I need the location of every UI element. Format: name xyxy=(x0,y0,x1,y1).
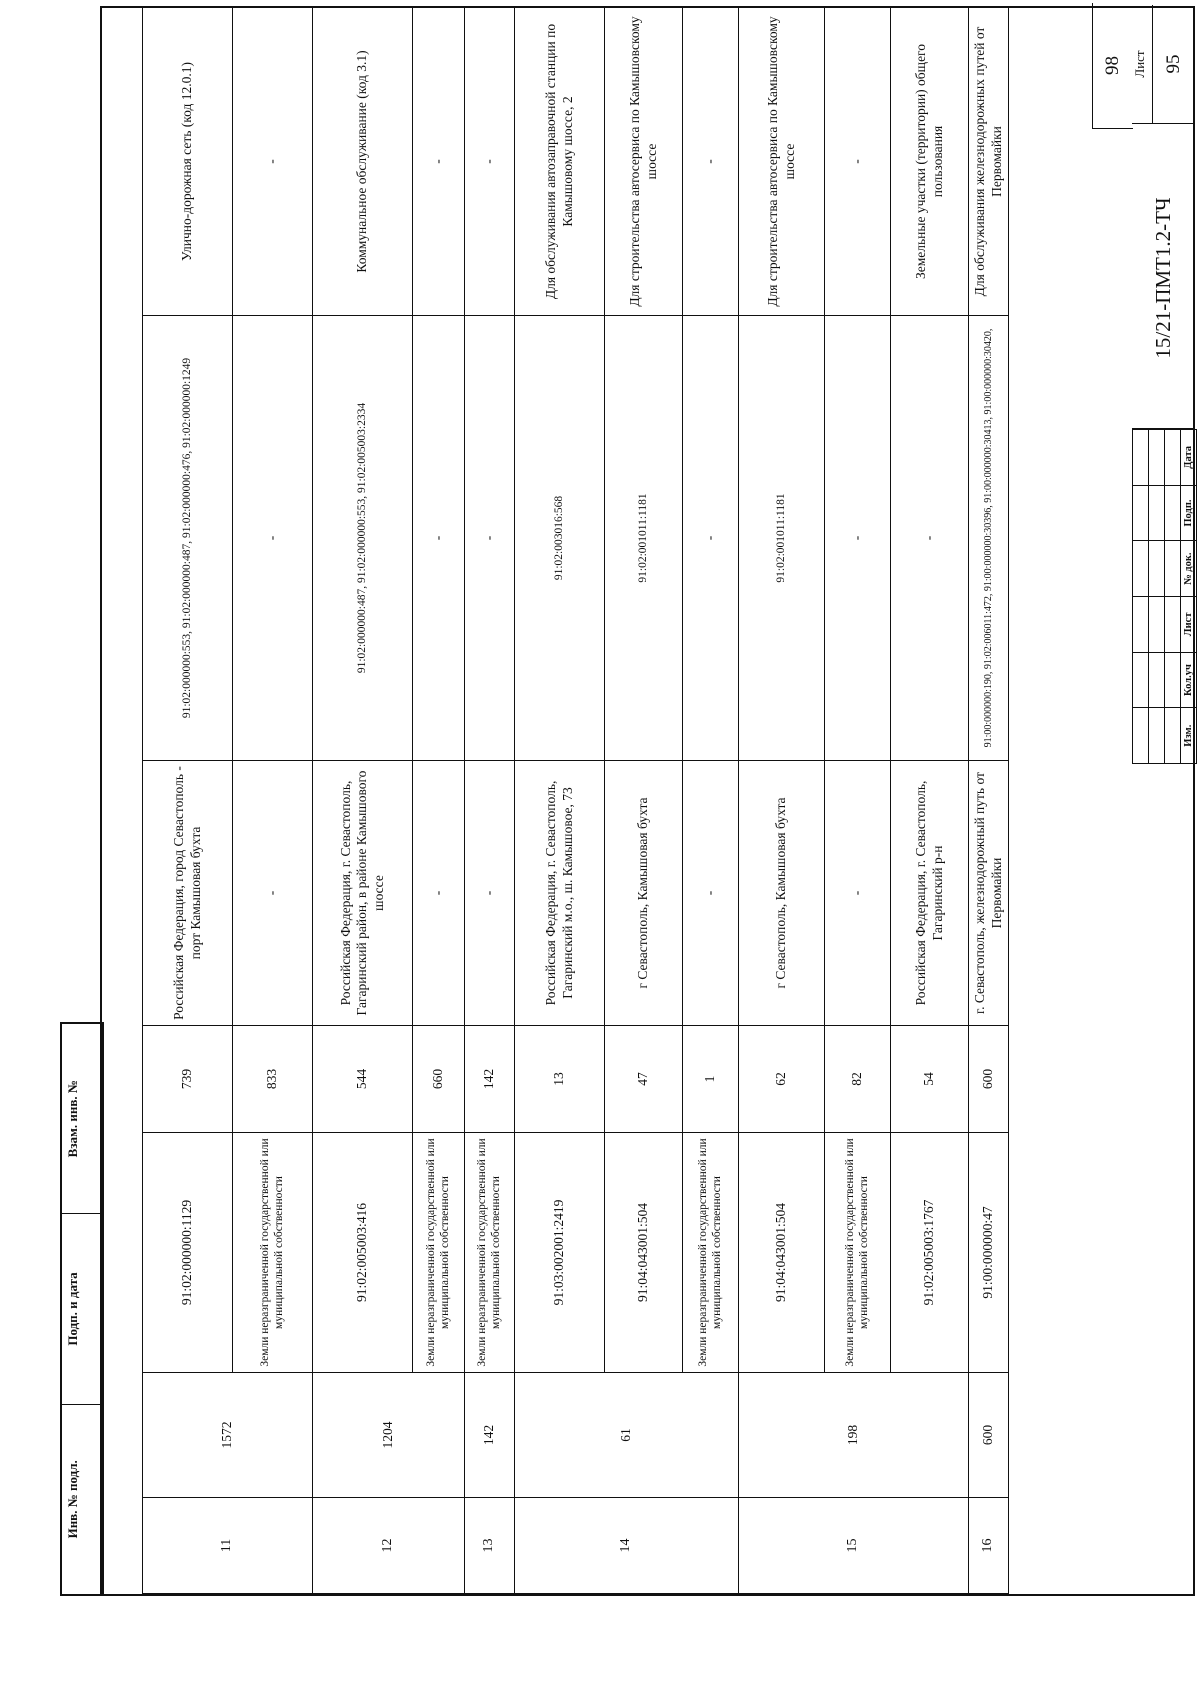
table-row xyxy=(143,8,233,1594)
label-list: Лист xyxy=(1181,597,1197,653)
cell-cadastral: Земли неразграниченной государственной или муниципальной собственности xyxy=(683,1133,739,1373)
cell-cadastral: Земли неразграниченной государственной или муниципальной собственности xyxy=(825,1133,891,1373)
label-doc-no: № док. xyxy=(1181,541,1197,597)
cell-area: 13 xyxy=(515,1026,605,1133)
document-frame xyxy=(100,6,1195,1596)
cell-area-total: 142 xyxy=(465,1373,515,1498)
cell-address: Российская Федерация, г. Севастополь, Гагаринский район, в районе Камышового шоссе xyxy=(313,761,413,1026)
stamp-sign-date: Подп. и дата xyxy=(62,1213,102,1403)
cell-cadastral: 91:02:005003:416 xyxy=(313,1133,413,1373)
sheet-number: 95 xyxy=(1163,54,1184,74)
cell-address: Российская Федерация, г. Севастополь, Гагаринский м.о., ш. Камышовое, 73 xyxy=(515,761,605,1026)
cell-cadastral: 91:02:000000:1129 xyxy=(143,1133,233,1373)
cell-within: - xyxy=(233,316,313,761)
table-row xyxy=(233,8,313,1594)
table-row xyxy=(891,8,969,1594)
document-code: 15/21-ПМТ1.2-ТЧ xyxy=(1132,128,1195,429)
table-row xyxy=(313,8,413,1594)
cell-within: - xyxy=(825,316,891,761)
stamp-inv-no: Инв. № подл. xyxy=(62,1404,102,1594)
cell-area: 142 xyxy=(465,1026,515,1133)
cell-use: Земельные участки (территории) общего пользования xyxy=(891,8,969,316)
cell-cadastral: Земли неразграниченной государственной или муниципальной собственности xyxy=(413,1133,465,1373)
sheet-label: Лист xyxy=(1132,5,1153,123)
cell-within: 91:02:001011:1181 xyxy=(739,316,825,761)
cell-use: Улично-дорожная сеть (код 12.0.1) xyxy=(143,8,233,316)
cell-area-total: 600 xyxy=(969,1373,1009,1498)
cell-use: - xyxy=(465,8,515,316)
title-block xyxy=(1132,4,1199,764)
cell-cadastral: Земли неразграниченной государственной или муниципальной собственности xyxy=(233,1133,313,1373)
cell-within: - xyxy=(891,316,969,761)
cell-area: 62 xyxy=(739,1026,825,1133)
sheet-box xyxy=(1132,5,1195,124)
cell-address: - xyxy=(233,761,313,1026)
cell-within: 91:02:003016:568 xyxy=(515,316,605,761)
cell-no: 15 xyxy=(739,1498,969,1594)
table-row xyxy=(739,8,825,1594)
cell-use: Коммунальное обслуживание (код 3.1) xyxy=(313,8,413,316)
table-row xyxy=(969,8,1009,1594)
cell-within: 91:02:000000:487, 91:02:000000:553, 91:02:005003:2334 xyxy=(313,316,413,761)
cell-use: Для обслуживания автозаправочной станции по Камышовому шоссе, 2 xyxy=(515,8,605,316)
cell-address: г Севастополь, Камышовая бухта xyxy=(739,761,825,1026)
cell-use: - xyxy=(413,8,465,316)
cell-area: 82 xyxy=(825,1026,891,1133)
cell-within: - xyxy=(413,316,465,761)
cell-area: 1 xyxy=(683,1026,739,1133)
cell-cadastral: Земли неразграниченной государственной или муниципальной собственности xyxy=(465,1133,515,1373)
cell-address: - xyxy=(465,761,515,1026)
land-plots-table xyxy=(142,7,1009,1594)
cell-area: 54 xyxy=(891,1026,969,1133)
cell-no: 11 xyxy=(143,1498,313,1594)
table-row xyxy=(413,8,465,1594)
cell-area-total: 198 xyxy=(739,1373,969,1498)
cell-within: - xyxy=(683,316,739,761)
table-row xyxy=(605,8,683,1594)
cell-use: Для обслуживания железнодорожных путей от Первомайки xyxy=(969,8,1009,316)
cell-address: - xyxy=(413,761,465,1026)
cell-no: 13 xyxy=(465,1498,515,1594)
cell-area-total: 1572 xyxy=(143,1373,313,1498)
stamp-replace-inv: Взам. инв. № xyxy=(65,1080,80,1158)
label-kol-uch: Кол.уч xyxy=(1181,652,1197,708)
cell-address: Российская Федерация, г. Севастополь, Гагаринский р-н xyxy=(891,761,969,1026)
table-row xyxy=(515,8,605,1594)
cell-within: - xyxy=(465,316,515,761)
cell-address: - xyxy=(825,761,891,1026)
cell-use: Для строительства автосервиса по Камышовскому шоссе xyxy=(739,8,825,316)
side-stamp xyxy=(60,1022,104,1596)
label-izm: Изм. xyxy=(1181,708,1197,764)
cell-area: 833 xyxy=(233,1026,313,1133)
cell-cadastral: 91:04:043001:504 xyxy=(739,1133,825,1373)
cell-cadastral: 91:00:000000:47 xyxy=(969,1133,1009,1373)
table-row xyxy=(683,8,739,1594)
label-sign: Подп. xyxy=(1181,485,1197,541)
cell-no: 16 xyxy=(969,1498,1009,1594)
cell-address: г Севастополь, Камышовая бухта xyxy=(605,761,683,1026)
cell-no: 14 xyxy=(515,1498,739,1594)
cell-cadastral: 91:04:043001:504 xyxy=(605,1133,683,1373)
cell-area: 660 xyxy=(413,1026,465,1133)
cell-area: 544 xyxy=(313,1026,413,1133)
cell-area: 47 xyxy=(605,1026,683,1133)
revision-grid xyxy=(1132,429,1197,764)
cell-area: 600 xyxy=(969,1026,1009,1133)
cell-area: 739 xyxy=(143,1026,233,1133)
table-row xyxy=(465,8,515,1594)
cell-address: г. Севастополь, железнодорожный путь от Первомайки xyxy=(969,761,1009,1026)
cell-within: 91:00:000000:190, 91:02:006011:472, 91:00:000000:30396, 91:00:000000:30413, 91:00:000000:30420, xyxy=(969,316,1009,761)
page-number: 98 xyxy=(1092,3,1133,129)
cell-cadastral: 91:03:002001:2419 xyxy=(515,1133,605,1373)
cell-use: Для строительства автосервиса по Камышовскому шоссе xyxy=(605,8,683,316)
cell-use: - xyxy=(825,8,891,316)
cell-within: 91:02:001011:1181 xyxy=(605,316,683,761)
cell-area-total: 1204 xyxy=(313,1373,465,1498)
cell-use: - xyxy=(683,8,739,316)
cell-no: 12 xyxy=(313,1498,465,1594)
cell-address: Российская Федерация, город Севастополь - порт Камышовая бухта xyxy=(143,761,233,1026)
cell-area-total: 61 xyxy=(515,1373,739,1498)
label-date: Дата xyxy=(1181,430,1197,486)
cell-cadastral: 91:02:005003:1767 xyxy=(891,1133,969,1373)
cell-address: - xyxy=(683,761,739,1026)
cell-use: - xyxy=(233,8,313,316)
cell-within: 91:02:000000:553, 91:02:000000:487, 91:02:000000:476, 91:02:000000:1249 xyxy=(143,316,233,761)
table-row xyxy=(825,8,891,1594)
